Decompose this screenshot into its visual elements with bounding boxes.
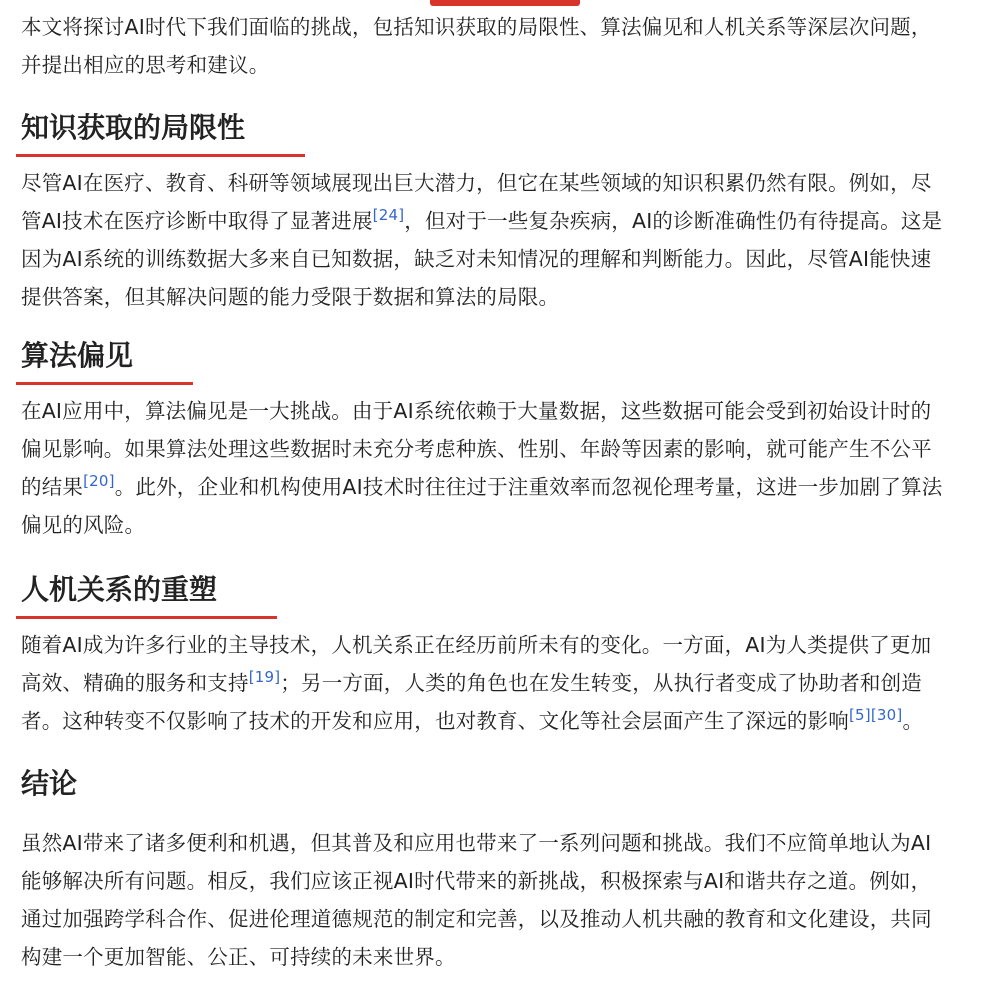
section-heading: 结论 [21, 767, 78, 800]
paragraph-text: ；另一方面，人类的角色也在发生转变，从执行者变成了协助者和创造者。这种转变不仅影响了技术的开发和应用，也对教育、文化等社会层面产生了深远的影响 [21, 671, 922, 733]
section-heading: 人机关系的重塑 [21, 568, 217, 616]
paragraph-text: 在AI应用中，算法偏见是一大挑战。由于AI系统依赖于大量数据，这些数据可能会受到初始设计时的偏见影响。如果算法处理这些数据时未充分考虑种族、性别、年龄等因素的影响，就可能产生不公平的结果 [21, 399, 932, 499]
article-body [21, 8, 951, 976]
section-conclusion [21, 758, 951, 976]
section-paragraph [21, 164, 951, 316]
citation-link[interactable]: [24] [372, 206, 405, 225]
citation-link[interactable]: [5][30] [849, 706, 903, 725]
section-paragraph: 虽然AI带来了诸多便利和机遇，但其普及和应用也带来了一系列问题和挑战。我们不应简单地认为AI能够解决所有问题。相反，我们应该正视AI时代带来的新挑战，积极探索与AI和谐共存之道。例如，通过加强跨学科合作、促进伦理道德规范的制定和完善，以及推动人机共融的教育和文化建设，共同构建一个更加智能、公正、可持续的未来世界。 [21, 831, 932, 969]
section-algorithm-bias [21, 334, 951, 544]
section-human-machine [21, 568, 951, 740]
section-heading: 知识获取的局限性 [21, 106, 245, 154]
paragraph-text: 尽管AI在医疗、教育、科研等领域展现出巨大潜力，但它在某些领域的知识积累仍然有限。例如，尽管AI技术在医疗诊断中取得了显著进展 [21, 171, 932, 233]
section-paragraph [21, 626, 951, 740]
paragraph-text: 。 [902, 709, 924, 733]
section-paragraph [21, 392, 951, 544]
section-knowledge-limits [21, 106, 951, 316]
title-accent-bar [430, 0, 580, 6]
section-heading: 算法偏见 [21, 334, 133, 382]
paragraph-text: ，但对于一些复杂疾病，AI的诊断准确性仍有待提高。这是因为AI系统的训练数据大多来自已知数据，缺乏对未知情况的理解和判断能力。因此，尽管AI能快速提供答案，但其解决问题的能力受限于数据和算法的局限。 [21, 209, 943, 309]
paragraph-text: 随着AI成为许多行业的主导技术，人机关系正在经历前所未有的变化。一方面，AI为人类提供了更加高效、精确的服务和支持 [21, 633, 932, 695]
paragraph-text: 。此外，企业和机构使用AI技术时往往过于注重效率而忽视伦理考量，这进一步加剧了算法偏见的风险。 [21, 475, 943, 537]
intro-paragraph: 本文将探讨AI时代下我们面临的挑战，包括知识获取的局限性、算法偏见和人机关系等深层次问题，并提出相应的思考和建议。 [21, 15, 932, 77]
citation-link[interactable]: [19] [248, 668, 281, 687]
citation-link[interactable]: [20] [83, 472, 115, 491]
